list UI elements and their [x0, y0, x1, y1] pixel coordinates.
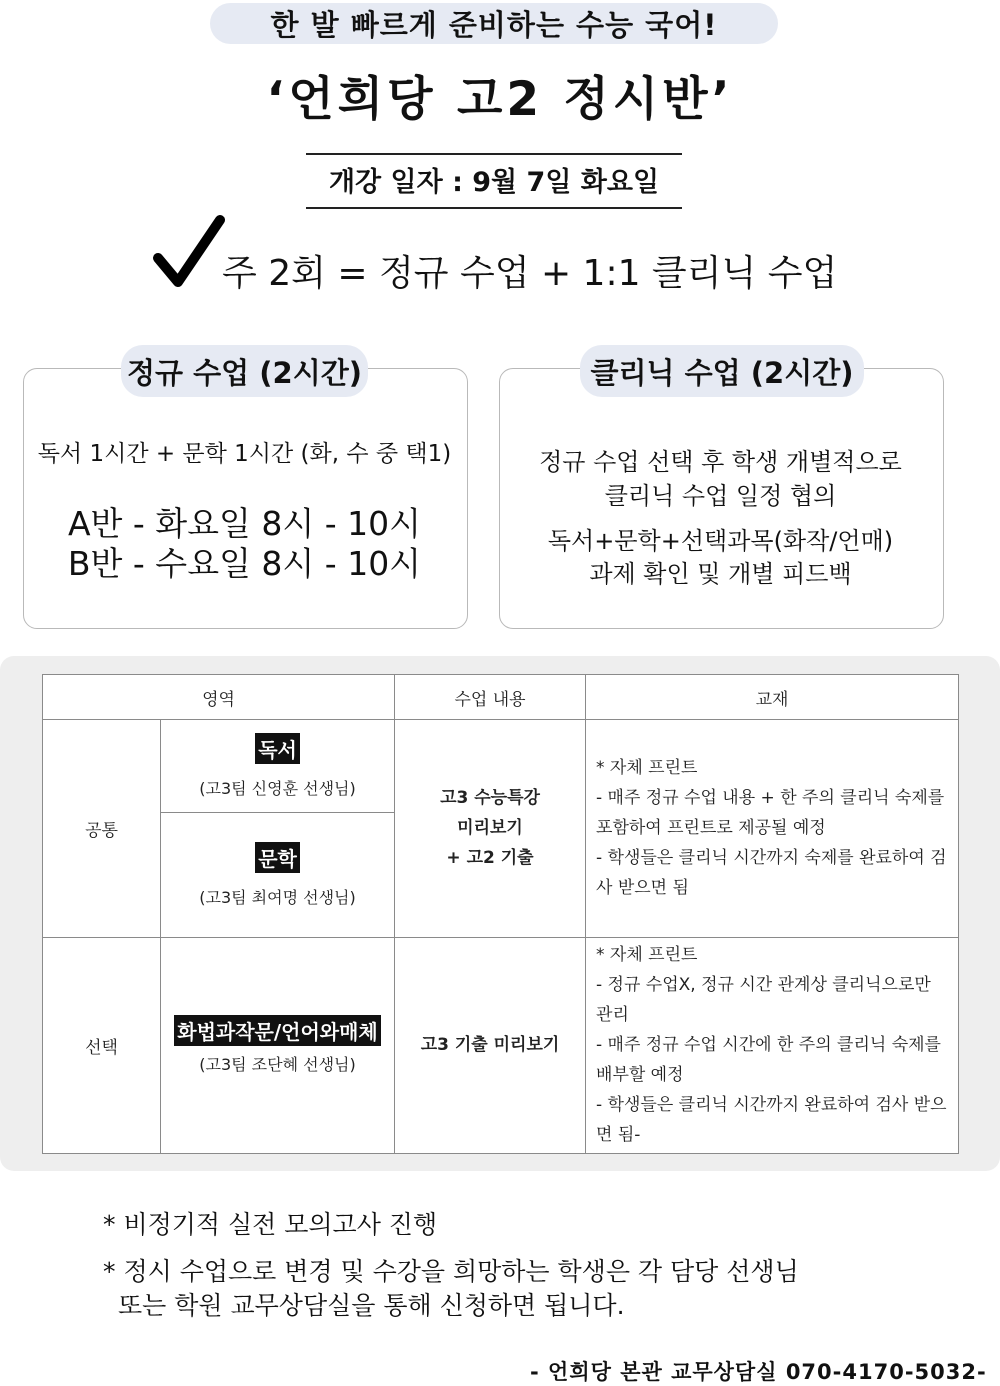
page-title: ‘언희당 고2 정시반’: [266, 72, 734, 127]
footer-contact: - 언희당 본관 교무상담실 070-4170-5032-: [530, 1360, 987, 1384]
content-elective-cell: [395, 937, 586, 1153]
clinic-class-tab: [580, 345, 864, 397]
regular-class-title: 정규 수업 (2시간): [127, 355, 362, 390]
checkmark-icon: [150, 212, 230, 292]
subject-reading-cell: [161, 720, 395, 813]
bottom-divider: [306, 207, 682, 209]
materials-line: - 매주 정규 수업 내용 + 한 주의 클리닉 숙제를 포함하여 프린트로 제공될 예정: [596, 788, 945, 839]
top-divider: [306, 153, 682, 155]
materials-line: - 매주 정규 수업 시간에 한 주의 클리닉 숙제를 배부할 예정: [596, 1035, 941, 1086]
materials-line: - 학생들은 클리닉 시간까지 숙제를 완료하여 검사 받으면 됨: [596, 848, 947, 899]
subject-reading: 독서: [255, 733, 300, 764]
table-header-row: [43, 675, 959, 720]
regular-class-desc: 독서 1시간 + 문학 1시간 (화, 수 중 택1): [37, 441, 452, 467]
subtitle-banner: [210, 3, 778, 44]
subtitle-text: 한 발 빠르게 준비하는 수능 국어!: [270, 8, 718, 42]
class-b-schedule: B반 - 수요일 8시 - 10시: [67, 544, 422, 583]
content-elective: 고3 기출 미리보기: [420, 1035, 560, 1056]
materials-line: - 정규 수업X, 정규 시간 관계상 클리닉으로만 관리: [596, 975, 931, 1026]
teacher-elective: (고3팀 조단혜 선생님): [199, 1055, 356, 1075]
curriculum-table: [42, 674, 959, 1154]
header-materials: 교재: [586, 675, 959, 720]
clinic-line-3: 독서+문학+선택과목(화작/언매): [547, 527, 894, 555]
clinic-line-1: 정규 수업 선택 후 학생 개별적으로: [539, 448, 902, 476]
clinic-class-title: 클리닉 수업 (2시간): [590, 355, 854, 390]
note-enrollment: * 정시 수업으로 변경 및 수강을 희망하는 학생은 각 담당 선생님: [103, 1257, 799, 1286]
teacher-literature: (고3팀 최여명 선생님): [199, 887, 356, 907]
teacher-reading: (고3팀 신영훈 선생님): [199, 779, 356, 799]
area-common: 공통: [43, 720, 161, 937]
open-date: 개강 일자 : 9월 7일 화요일: [328, 167, 660, 198]
note-enrollment-cont: 또는 학원 교무상담실을 통해 신청하면 됩니다.: [118, 1291, 625, 1320]
materials-common-cell: [586, 720, 959, 937]
subject-literature-cell: [161, 812, 395, 937]
clinic-line-2: 클리닉 수업 일정 협의: [604, 482, 837, 510]
class-a-schedule: A반 - 화요일 8시 - 10시: [67, 504, 422, 543]
subject-literature: 문학: [255, 842, 300, 873]
materials-line: * 자체 프린트: [596, 758, 698, 779]
table-row: [43, 720, 959, 813]
content-common-line: + 고2 기출: [446, 848, 534, 869]
subject-elective-cell: [161, 937, 395, 1153]
note-mock-exam: * 비정기적 실전 모의고사 진행: [103, 1210, 438, 1239]
materials-line: * 자체 프린트: [596, 945, 698, 966]
content-common-line: 미리보기: [457, 818, 523, 839]
weekly-schedule: 주 2회 = 정규 수업 + 1:1 클리닉 수업: [222, 253, 838, 294]
materials-elective-cell: [586, 937, 959, 1153]
subject-elective: 화법과작문/언어와매체: [174, 1015, 381, 1046]
content-common-line: 고3 수능특강: [440, 788, 540, 809]
materials-line: - 학생들은 클리닉 시간까지 완료하여 검사 받으면 됨-: [596, 1095, 947, 1146]
header-area: 영역: [43, 675, 395, 720]
clinic-line-4: 과제 확인 및 개별 피드백: [589, 560, 852, 588]
header-content: 수업 내용: [395, 675, 586, 720]
area-elective: 선택: [43, 937, 161, 1153]
regular-class-tab: [121, 345, 368, 397]
content-common-cell: [395, 720, 586, 937]
table-row: [43, 937, 959, 1153]
